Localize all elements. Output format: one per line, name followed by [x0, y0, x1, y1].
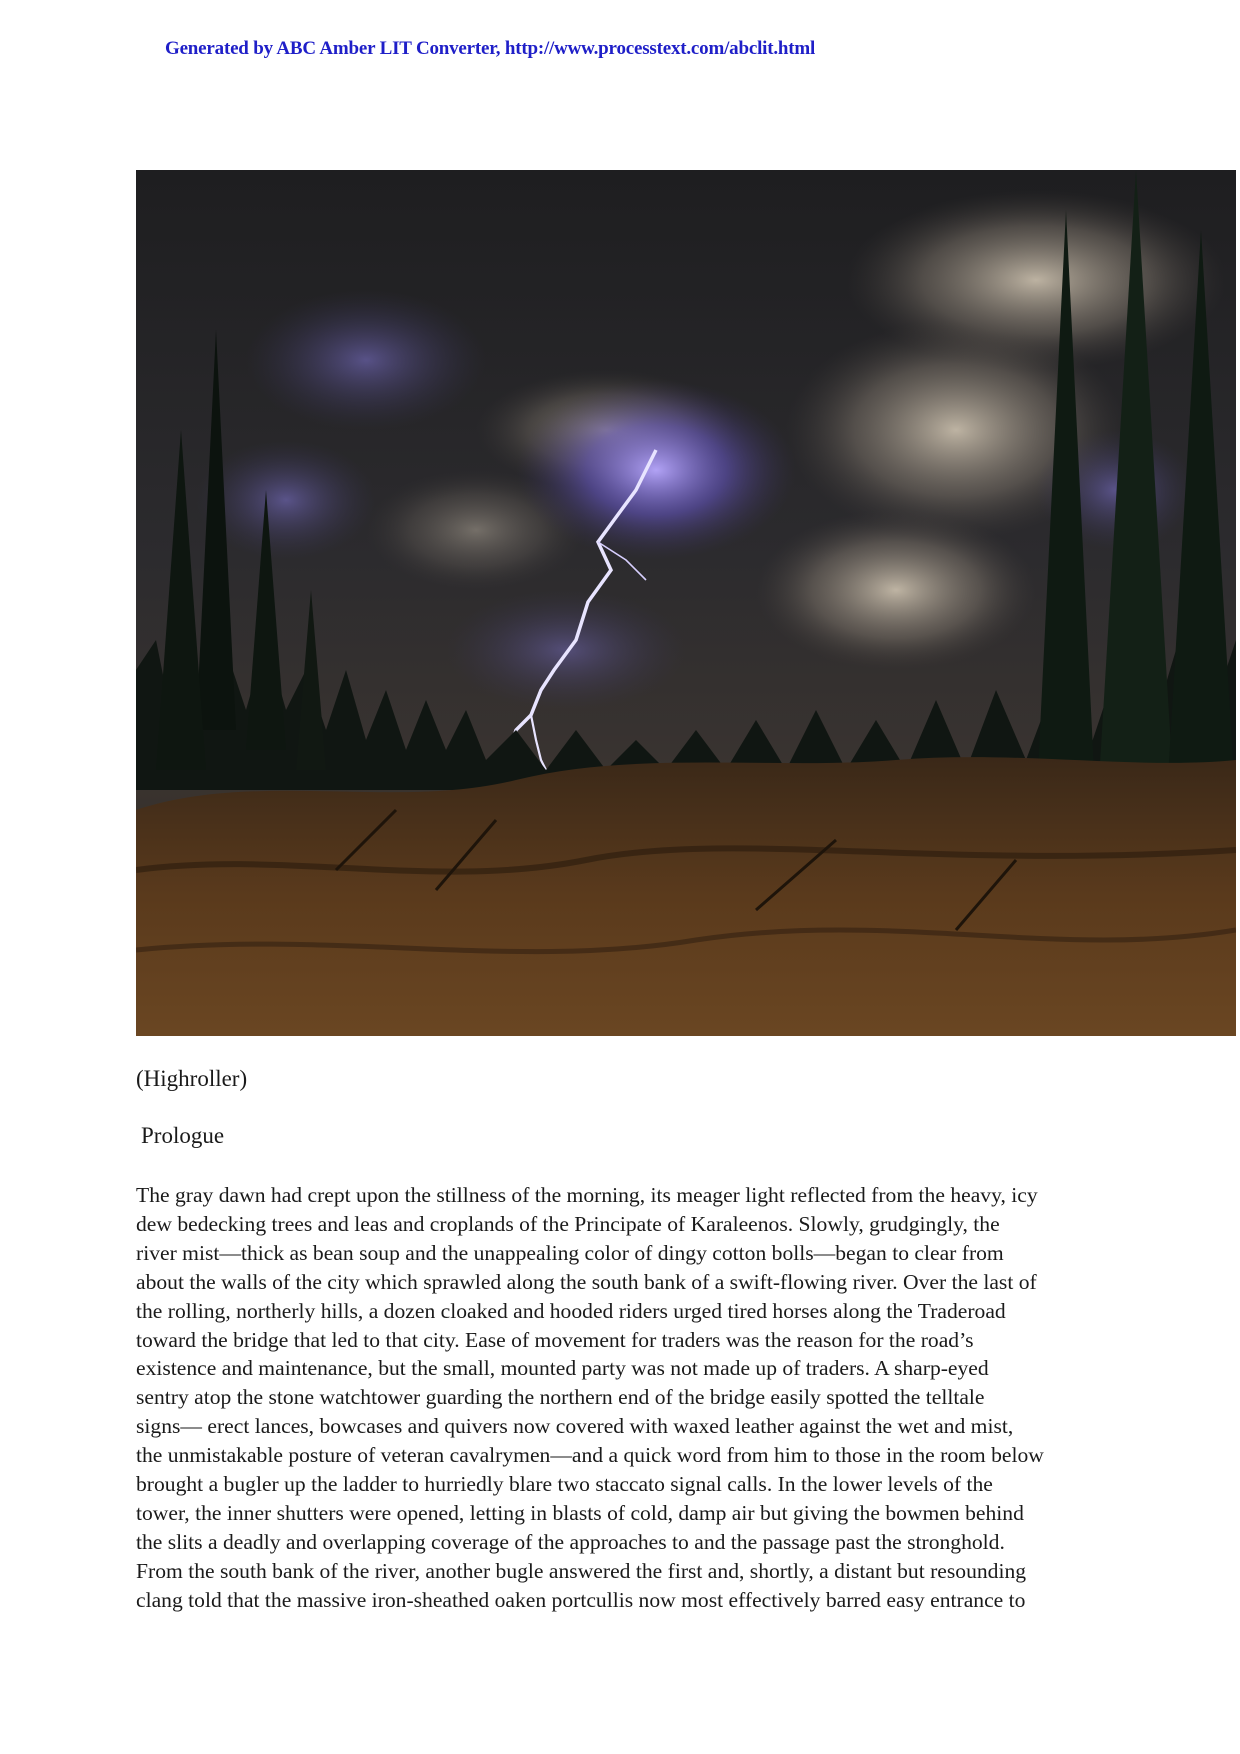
body-line: existence and maintenance, but the small, mounted party was not made up of traders. A sharp-eyed [136, 1356, 989, 1381]
body-line: about the walls of the city which sprawled along the south bank of a swift-flowing river. Over the last of [136, 1269, 1037, 1294]
body-line: river mist—thick as bean soup and the unappealing color of dingy cotton bolls—began to clear from [136, 1240, 1004, 1265]
converter-banner: Generated by ABC Amber LIT Converter, http://www.processtext.com/abclit.html [165, 38, 816, 59]
body-line: clang told that the massive iron-sheathed oaken portcullis now most effectively barred easy entrance to [136, 1587, 1026, 1612]
body-line: sentry atop the stone watchtower guarding the northern end of the bridge easily spotted the telltale [136, 1385, 985, 1410]
body-line: signs— erect lances, bowcases and quivers now covered with waxed leather against the wet and mist, [136, 1414, 1014, 1439]
body-line: tower, the inner shutters were opened, letting in blasts of cold, damp air but giving the bowmen behind [136, 1500, 1024, 1525]
stormy-forest-lightning-illustration [136, 170, 1236, 1036]
image-caption: (Highroller) [136, 1066, 248, 1091]
prologue-body [136, 1181, 1136, 1615]
body-line: dew bedecking trees and leas and croplands of the Principate of Karaleenos. Slowly, grudgingly, the [136, 1211, 1000, 1236]
body-line: the rolling, northerly hills, a dozen cloaked and hooded riders urged tired horses along the Traderoad [136, 1298, 1006, 1323]
body-line: brought a bugler up the ladder to hurriedly blare two staccato signal calls. In the lower levels of the [136, 1472, 993, 1497]
body-line: the unmistakable posture of veteran cavalrymen—and a quick word from him to those in the room below [136, 1443, 1044, 1468]
body-line: the slits a deadly and overlapping coverage of the approaches to and the passage past the stronghold. [136, 1529, 1005, 1554]
body-line: The gray dawn had crept upon the stillness of the morning, its meager light reflected from the heavy, icy [136, 1183, 1038, 1207]
body-line: toward the bridge that led to that city. Ease of movement for traders was the reason for the road’s [136, 1327, 974, 1352]
chapter-title: Prologue [141, 1123, 225, 1148]
storm-illustration [136, 170, 1236, 1036]
body-line: From the south bank of the river, another bugle answered the first and, shortly, a distant but resounding [136, 1558, 1027, 1583]
